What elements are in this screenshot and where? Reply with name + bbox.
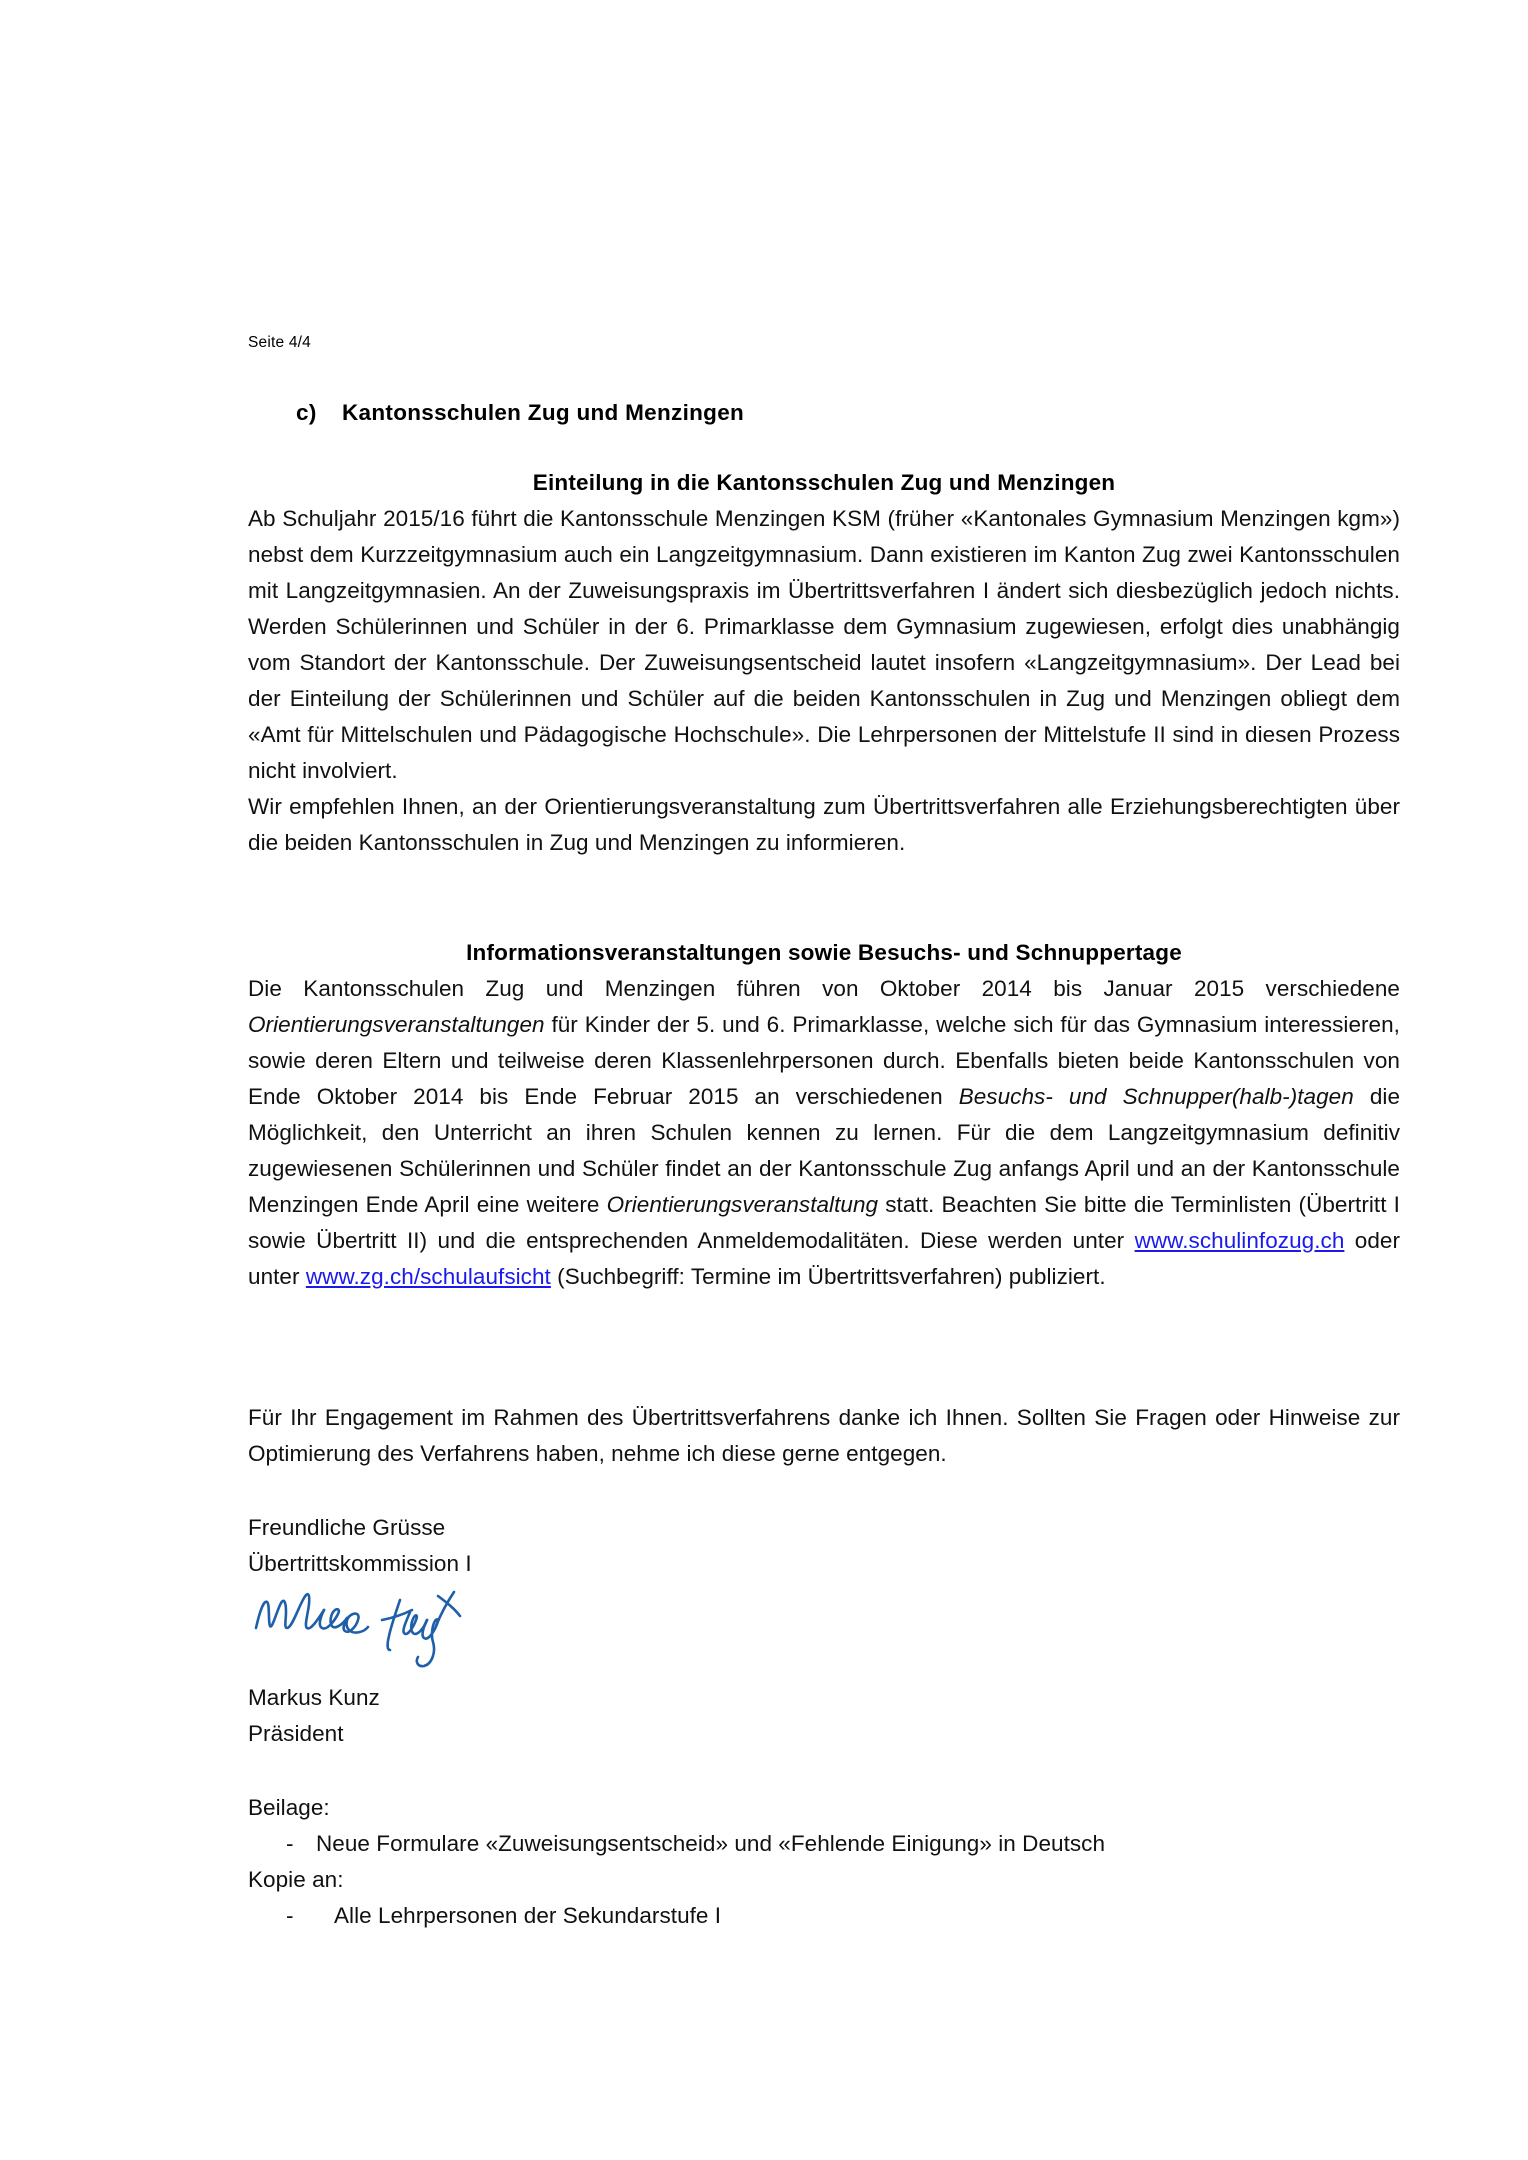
link-schulinfozug[interactable]: www.schulinfozug.ch bbox=[1134, 1228, 1345, 1253]
closing-paragraph-block bbox=[248, 1400, 1400, 1472]
subsection-informationsveranstaltungen bbox=[248, 935, 1400, 1295]
subsection-1-paragraph-1: Ab Schuljahr 2015/16 führt die Kantonsschule Menzingen KSM (früher «Kantonales Gymnasium Menzingen kgm») nebst dem Kurzzeitgymnasium auch ein Langzeitgymnasium. Dann existieren im Kanton Zug zwei Kantonsschulen mit Langzeitgymnasien. An der Zuweisungspraxis im Übertrittsverfahren I ändert sich diesbezüglich jedoch nichts. Werden Schülerinnen und Schüler in der 6. Primarklasse dem Gymnasium zugewiesen, erfolgt dies unabhängig vom Standort der Kantonsschule. Der Zuweisungsentscheid lautet insofern «Langzeitgymnasium». Der Lead bei der Einteilung der Schülerinnen und Schüler auf die beiden Kantonsschulen in Zug und Menzingen obliegt dem «Amt für Mittelschulen und Pädagogische Hochschule». Die Lehrpersonen der Mittelstufe II sind in diesen Prozess nicht involviert. bbox=[248, 506, 1400, 783]
enclosure-label: Beilage: bbox=[248, 1795, 330, 1820]
subsection-1-paragraph-2: Wir empfehlen Ihnen, an der Orientierungsveranstaltung zum Übertrittsverfahren alle Erziehungsberechtigten über die beiden Kantonsschulen in Zug und Menzingen zu informieren. bbox=[248, 794, 1400, 855]
copy-item: Alle Lehrpersonen der Sekundarstufe I bbox=[334, 1903, 722, 1928]
subsection-2-paragraph bbox=[248, 971, 1400, 1295]
section-title: Kantonsschulen Zug und Menzingen bbox=[342, 400, 745, 425]
subsection-1-heading: Einteilung in die Kantonsschulen Zug und Menzingen bbox=[532, 470, 1116, 495]
copy-label: Kopie an: bbox=[248, 1867, 344, 1892]
enclosure-block bbox=[248, 1790, 1400, 1934]
text-run-2: für Kinder der 5. und 6. Primarklasse, welche sich für das Gymnasium interessieren, sowie deren Eltern und teilweise deren Klassenlehrpersonen durch. Ebenfalls bieten beide Kantonsschulen von Ende Oktober 2014 bis Ende Februar 2015 an verschiedenen bbox=[248, 1012, 1400, 1109]
enclosure-item: Neue Formulare «Zuweisungsentscheid» und «Fehlende Einigung» in Deutsch bbox=[316, 1831, 1106, 1856]
italic-run-2: Besuchs- und Schnupper(halb-)tagen bbox=[958, 1084, 1354, 1109]
italic-run-1: Orientierungsveranstaltungen bbox=[248, 1012, 545, 1037]
page-number-marker: Seite 4/4 bbox=[248, 334, 311, 351]
closing-paragraph: Für Ihr Engagement im Rahmen des Übertrittsverfahrens danke ich Ihnen. Sollten Sie Fragen oder Hinweise zur Optimierung des Verfahrens haben, nehme ich diese gerne entgegen. bbox=[248, 1405, 1400, 1466]
subsection-2-heading: Informationsveranstaltungen sowie Besuchs- und Schnuppertage bbox=[466, 940, 1182, 965]
signoff-greeting: Freundliche Grüsse bbox=[248, 1515, 446, 1540]
text-run-6: (Suchbegriff: Termine im Übertrittsverfahren) publiziert. bbox=[550, 1264, 1106, 1289]
signoff-body: Übertrittskommission I bbox=[248, 1551, 472, 1576]
signature-role: Präsident bbox=[248, 1721, 344, 1746]
enclosure-bullet-dash: - bbox=[286, 1831, 294, 1856]
signature-block bbox=[248, 1680, 380, 1752]
text-run-4: statt. Beachten Sie bitte die Terminlisten (Übertritt I sowie Übertritt II) und die entsprechenden Anmeldemodalitäten. Diese werden unter bbox=[248, 1192, 1400, 1253]
section-label: c) bbox=[296, 400, 317, 425]
section-heading-c bbox=[296, 400, 744, 426]
copy-bullet-dash: - bbox=[286, 1903, 294, 1928]
italic-run-3: Orientierungsveranstaltung bbox=[606, 1192, 879, 1217]
copy-item-row bbox=[248, 1898, 1400, 1934]
handwritten-signature bbox=[250, 1570, 510, 1680]
text-run-5: oder unter bbox=[248, 1228, 1400, 1289]
link-zg-schulaufsicht[interactable]: www.zg.ch/schulaufsicht bbox=[305, 1264, 551, 1289]
subsection-einteilung bbox=[248, 465, 1400, 861]
text-run-3: die Möglichkeit, den Unterricht an ihren Schulen kennen zu lernen. Für die dem Langzeitgymnasium definitiv zugewiesenen Schülerinnen und Schüler findet an der Kantonsschule Zug anfangs April und an der Kantonsschule Menzingen Ende April eine weitere bbox=[248, 1084, 1401, 1217]
signature-name: Markus Kunz bbox=[248, 1685, 380, 1710]
text-run-1: Die Kantonsschulen Zug und Menzingen führen von Oktober 2014 bis Januar 2015 verschiedene bbox=[248, 976, 1400, 1001]
enclosure-item-row bbox=[248, 1826, 1400, 1862]
